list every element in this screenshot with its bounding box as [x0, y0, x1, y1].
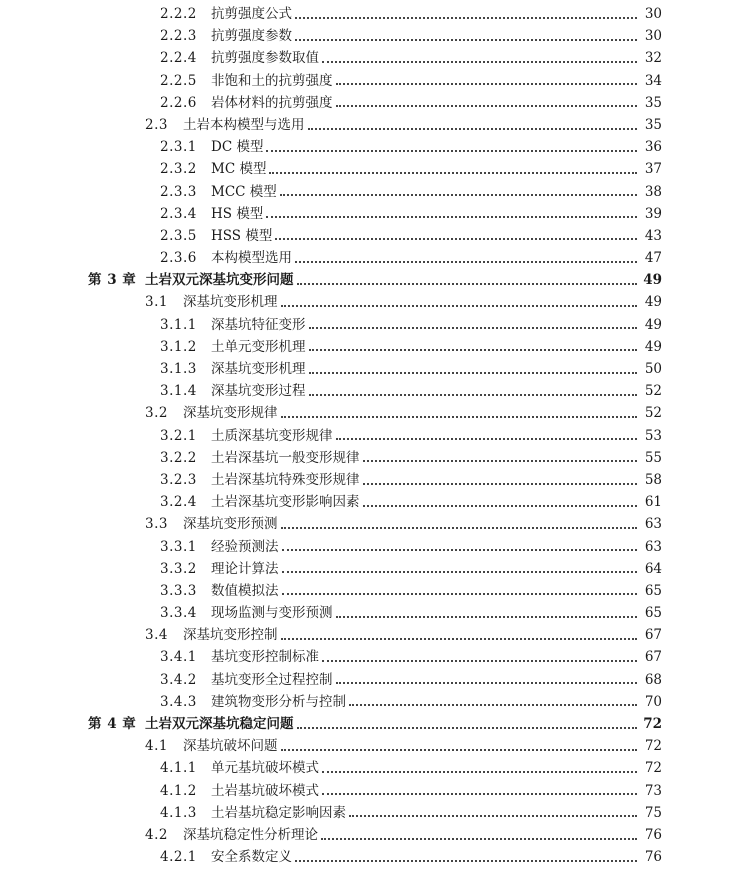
toc-dot-leader — [349, 703, 637, 706]
toc-entry-title: 土岩基坑稳定影响因素 — [211, 804, 346, 821]
toc-section-entry[interactable] — [0, 824, 750, 846]
toc-entry-number: 4.1.1 — [160, 760, 197, 777]
toc-dot-leader — [322, 659, 637, 662]
toc-dot-leader — [266, 215, 637, 218]
toc-chapter-entry[interactable] — [0, 269, 750, 291]
toc-entry-page-number: 49 — [644, 294, 662, 311]
toc-dot-leader — [322, 792, 637, 795]
toc-entry-number: 2.2.4 — [160, 50, 197, 67]
toc-entry-number: 2.3.3 — [160, 183, 197, 200]
toc-subsection-entry[interactable] — [0, 336, 750, 358]
toc-entry-number: 3.3.4 — [160, 605, 197, 622]
toc-entry-title: HS 模型 — [211, 205, 264, 222]
toc-dot-leader — [295, 859, 637, 862]
toc-entry-number: 2.3 — [145, 116, 168, 133]
toc-entry-number: 4.2.1 — [160, 849, 197, 866]
toc-dot-leader — [309, 326, 638, 329]
toc-entry-page-number: 34 — [644, 72, 662, 89]
toc-dot-leader — [363, 459, 638, 462]
toc-entry-title: 土岩双元深基坑变形问题 — [145, 272, 294, 289]
toc-section-entry[interactable] — [0, 114, 750, 136]
toc-entry-page-number: 55 — [644, 449, 662, 466]
toc-dot-leader — [295, 260, 637, 263]
toc-entry-title: HSS 模型 — [211, 227, 273, 244]
toc-entry-page-number: 39 — [644, 205, 662, 222]
toc-subsection-entry[interactable] — [0, 203, 750, 225]
toc-entry-title: 土质深基坑变形规律 — [211, 427, 333, 444]
toc-entry-page-number: 72 — [644, 738, 662, 755]
toc-section-entry[interactable] — [0, 513, 750, 535]
toc-entry-title: 深基坑变形控制 — [183, 627, 278, 644]
toc-subsection-entry[interactable] — [0, 380, 750, 402]
toc-entry-page-number: 37 — [644, 161, 662, 178]
toc-entry-number: 2.3.1 — [160, 139, 197, 156]
toc-entry-page-number: 76 — [644, 849, 662, 866]
toc-section-entry[interactable] — [0, 735, 750, 757]
toc-dot-leader — [282, 592, 638, 595]
toc-entry-title: 安全系数定义 — [211, 849, 292, 866]
toc-entry-title: 深基坑破坏问题 — [183, 738, 278, 755]
toc-entry-page-number: 63 — [644, 516, 662, 533]
toc-entry-title: 现场监测与变形预测 — [211, 605, 333, 622]
toc-dot-leader — [266, 149, 637, 152]
toc-subsection-entry[interactable] — [0, 602, 750, 624]
toc-entry-page-number: 49 — [643, 272, 662, 289]
toc-entry-number: 3.4.2 — [160, 671, 197, 688]
toc-entry-page-number: 50 — [644, 361, 662, 377]
toc-entry-title: 建筑物变形分析与控制 — [211, 693, 346, 710]
toc-entry-page-number: 58 — [644, 471, 662, 488]
toc-entry-page-number: 47 — [644, 250, 662, 267]
toc-entry-number: 4.1 — [145, 738, 168, 755]
toc-subsection-entry[interactable] — [0, 92, 750, 114]
toc-entry-page-number: 52 — [644, 405, 662, 422]
toc-section-entry[interactable] — [0, 402, 750, 424]
toc-subsection-entry[interactable] — [0, 70, 750, 92]
toc-dot-leader — [281, 637, 638, 640]
toc-dot-leader — [282, 570, 638, 573]
toc-dot-leader — [269, 171, 637, 174]
toc-subsection-entry[interactable] — [0, 558, 750, 580]
toc-entry-title: 深基坑变形规律 — [183, 405, 278, 422]
toc-entry-title: 土岩本构模型与选用 — [183, 116, 305, 133]
toc-dot-leader — [349, 814, 637, 817]
toc-entry-number: 3.1.1 — [160, 316, 197, 333]
toc-entry-title: 土岩深基坑变形影响因素 — [211, 494, 360, 511]
toc-entry-page-number: 65 — [644, 582, 662, 599]
toc-entry-title: 深基坑变形机理 — [183, 294, 278, 311]
toc-dot-leader — [281, 526, 638, 529]
toc-dot-leader — [309, 348, 638, 351]
toc-dot-leader — [280, 193, 637, 196]
toc-entry-page-number: 76 — [644, 826, 662, 843]
toc-entry-number: 2.2.2 — [160, 6, 197, 22]
toc-dot-leader — [282, 548, 638, 551]
toc-entry-title: 抗剪强度公式 — [211, 6, 292, 22]
toc-entry-title: 深基坑变形机理 — [211, 361, 306, 377]
toc-subsection-entry[interactable] — [0, 757, 750, 779]
toc-entry-number: 3.3.2 — [160, 560, 197, 577]
toc-entry-page-number: 63 — [644, 538, 662, 555]
toc-entry-title: 本构模型选用 — [211, 250, 292, 267]
toc-entry-number: 3.1.4 — [160, 383, 197, 400]
toc-entry-title: 深基坑变形预测 — [183, 516, 278, 533]
toc-chapter-entry[interactable] — [0, 713, 750, 735]
toc-entry-title: 非饱和土的抗剪强度 — [211, 72, 333, 89]
toc-entry-number: 3.2.2 — [160, 449, 197, 466]
toc-entry-title: MCC 模型 — [211, 183, 277, 200]
toc-entry-page-number: 35 — [644, 116, 662, 133]
toc-dot-leader — [281, 415, 638, 418]
toc-entry-number: 3.2.4 — [160, 494, 197, 511]
toc-entry-number: 3.3 — [145, 516, 168, 533]
toc-subsection-entry[interactable] — [0, 247, 750, 269]
toc-entry-title: 土岩基坑破坏模式 — [211, 782, 319, 799]
toc-dot-leader — [309, 393, 638, 396]
toc-entry-number: 4.1.3 — [160, 804, 197, 821]
toc-subsection-entry[interactable] — [0, 580, 750, 602]
toc-entry-number: 3.4.1 — [160, 649, 197, 666]
toc-dot-leader — [322, 60, 637, 63]
toc-entry-title: DC 模型 — [211, 139, 264, 156]
toc-entry-number: 3.2.1 — [160, 427, 197, 444]
toc-dot-leader — [336, 104, 638, 107]
toc-entry-page-number: 30 — [644, 28, 662, 45]
toc-entry-title: 深基坑稳定性分析理论 — [183, 826, 318, 843]
toc-entry-number: 2.2.3 — [160, 28, 197, 45]
toc-entry-page-number: 32 — [644, 50, 662, 67]
toc-entry-title: 抗剪强度参数 — [211, 28, 292, 45]
toc-entry-title: 经验预测法 — [211, 538, 279, 555]
toc-dot-leader — [321, 837, 637, 840]
toc-entry-title: 土单元变形机理 — [211, 338, 306, 355]
toc-entry-number: 3.2.3 — [160, 471, 197, 488]
toc-dot-leader — [275, 237, 637, 240]
toc-entry-page-number: 53 — [644, 427, 662, 444]
toc-subsection-entry[interactable] — [0, 846, 750, 868]
toc-subsection-entry[interactable] — [0, 158, 750, 180]
toc-subsection-entry[interactable] — [0, 780, 750, 802]
toc-dot-leader — [336, 681, 638, 684]
toc-entry-number: 2.2.5 — [160, 72, 197, 89]
toc-entry-page-number: 75 — [644, 804, 662, 821]
toc-entry-page-number: 43 — [644, 227, 662, 244]
toc-entry-number: 2.3.2 — [160, 161, 197, 178]
toc-entry-number: 4.2 — [145, 826, 168, 843]
toc-subsection-entry[interactable] — [0, 802, 750, 824]
toc-subsection-entry[interactable] — [0, 25, 750, 47]
toc-subsection-entry[interactable] — [0, 469, 750, 491]
toc-entry-number: 2.3.4 — [160, 205, 197, 222]
toc-dot-leader — [308, 127, 638, 130]
toc-entry-page-number: 70 — [644, 693, 662, 710]
toc-entry-number: 3.4.3 — [160, 693, 197, 710]
toc-entry-title: 基坑变形全过程控制 — [211, 671, 333, 688]
toc-dot-leader — [281, 748, 638, 751]
toc-entry-page-number: 61 — [644, 494, 662, 511]
toc-subsection-entry[interactable] — [0, 47, 750, 69]
toc-entry-title: MC 模型 — [211, 161, 267, 178]
toc-entry-page-number: 68 — [644, 671, 662, 688]
toc-entry-number: 4.1.2 — [160, 782, 197, 799]
toc-entry-number: 第 4 章 — [88, 716, 137, 732]
toc-entry-page-number: 72 — [644, 760, 662, 777]
toc-entry-title: 基坑变形控制标准 — [211, 649, 319, 666]
toc-subsection-entry[interactable] — [0, 136, 750, 158]
table-of-contents — [0, 3, 750, 868]
toc-entry-page-number: 30 — [644, 6, 662, 22]
toc-subsection-entry[interactable] — [0, 3, 750, 25]
toc-entry-title: 深基坑特征变形 — [211, 316, 306, 333]
toc-entry-title: 土岩深基坑特殊变形规律 — [211, 471, 360, 488]
toc-dot-leader — [297, 726, 638, 729]
toc-subsection-entry[interactable] — [0, 314, 750, 336]
toc-entry-page-number: 36 — [644, 139, 662, 156]
toc-dot-leader — [281, 304, 638, 307]
toc-entry-title: 岩体材料的抗剪强度 — [211, 94, 333, 111]
toc-entry-page-number: 38 — [644, 183, 662, 200]
toc-subsection-entry[interactable] — [0, 691, 750, 713]
toc-entry-title: 数值模拟法 — [211, 582, 279, 599]
toc-entry-page-number: 65 — [644, 605, 662, 622]
toc-entry-number: 3.1.3 — [160, 361, 197, 377]
toc-subsection-entry[interactable] — [0, 225, 750, 247]
toc-subsection-entry[interactable] — [0, 646, 750, 668]
toc-entry-number: 3.1 — [145, 294, 168, 311]
toc-entry-number: 3.1.2 — [160, 338, 197, 355]
toc-entry-number: 第 3 章 — [88, 272, 137, 289]
toc-entry-title: 单元基坑破坏模式 — [211, 760, 319, 777]
toc-entry-number: 2.3.5 — [160, 227, 197, 244]
toc-entry-page-number: 67 — [644, 627, 662, 644]
toc-subsection-entry[interactable] — [0, 491, 750, 513]
toc-entry-number: 3.2 — [145, 405, 168, 422]
toc-subsection-entry[interactable] — [0, 425, 750, 447]
toc-dot-leader — [295, 16, 637, 19]
toc-entry-number: 3.4 — [145, 627, 168, 644]
toc-entry-number: 2.3.6 — [160, 250, 197, 267]
toc-dot-leader — [363, 482, 638, 485]
toc-entry-title: 土岩深基坑一般变形规律 — [211, 449, 360, 466]
toc-subsection-entry[interactable] — [0, 358, 750, 380]
toc-section-entry[interactable] — [0, 624, 750, 646]
toc-dot-leader — [309, 371, 638, 374]
toc-entry-number: 3.3.1 — [160, 538, 197, 555]
toc-entry-page-number: 72 — [643, 716, 662, 732]
toc-dot-leader — [336, 615, 638, 618]
toc-entry-number: 3.3.3 — [160, 582, 197, 599]
toc-subsection-entry[interactable] — [0, 447, 750, 469]
toc-dot-leader — [322, 770, 637, 773]
toc-dot-leader — [336, 82, 638, 85]
toc-dot-leader — [336, 437, 638, 440]
toc-entry-title: 抗剪强度参数取值 — [211, 50, 319, 67]
toc-subsection-entry[interactable] — [0, 181, 750, 203]
toc-entry-title: 土岩双元深基坑稳定问题 — [145, 716, 294, 732]
toc-entry-page-number: 49 — [644, 316, 662, 333]
toc-subsection-entry[interactable] — [0, 669, 750, 691]
toc-entry-page-number: 64 — [644, 560, 662, 577]
toc-section-entry[interactable] — [0, 291, 750, 313]
toc-entry-page-number: 67 — [644, 649, 662, 666]
toc-entry-page-number: 52 — [644, 383, 662, 400]
toc-dot-leader — [297, 282, 638, 285]
toc-dot-leader — [363, 504, 638, 507]
toc-entry-page-number: 35 — [644, 94, 662, 111]
toc-entry-number: 2.2.6 — [160, 94, 197, 111]
toc-entry-title: 理论计算法 — [211, 560, 279, 577]
toc-entry-page-number: 73 — [644, 782, 662, 799]
toc-dot-leader — [295, 38, 637, 41]
toc-entry-title: 深基坑变形过程 — [211, 383, 306, 400]
toc-entry-page-number: 49 — [644, 338, 662, 355]
toc-subsection-entry[interactable] — [0, 536, 750, 558]
